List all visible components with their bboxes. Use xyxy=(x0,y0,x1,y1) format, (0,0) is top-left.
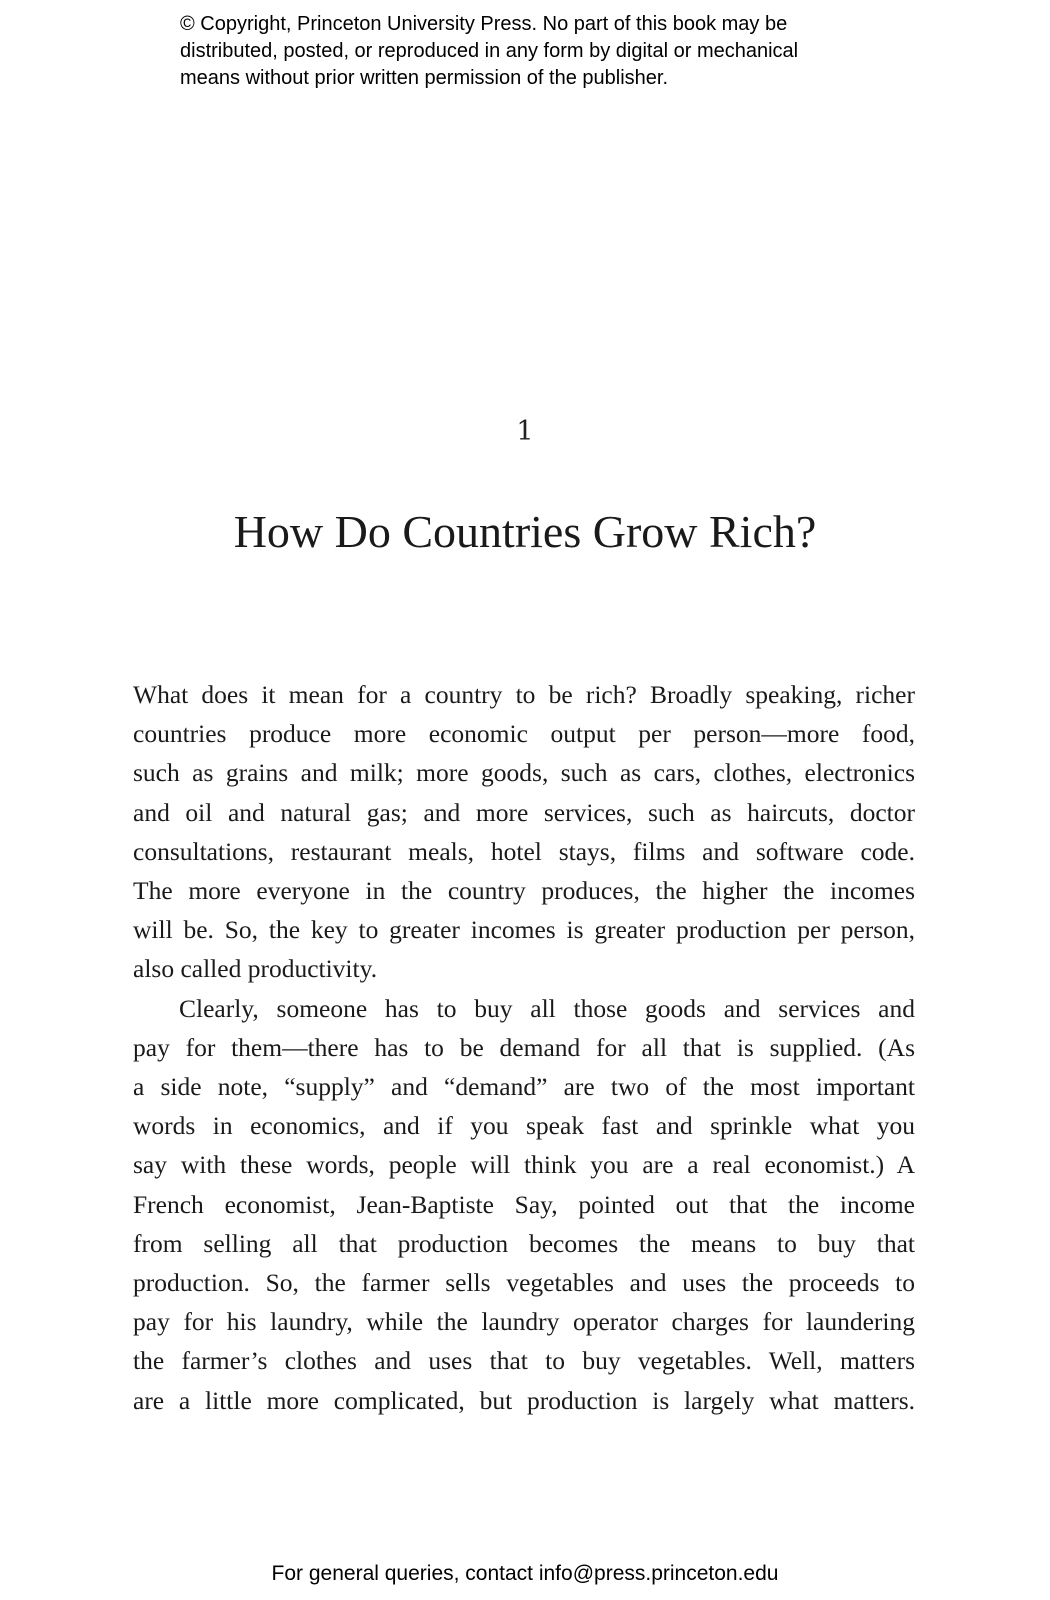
text-line: a side note, “supply” and “demand” are two of the most important xyxy=(133,1072,915,1102)
text-line: such as grains and milk; more goods, such as cars, clothes, electronics xyxy=(133,758,915,788)
text-line: consultations, restaurant meals, hotel stays, films and software code. xyxy=(133,836,915,866)
text-line: and oil and natural gas; and more services, such as haircuts, doctor xyxy=(133,797,915,827)
text-line: the farmer’s clothes and uses that to buy vegetables. Well, matters xyxy=(133,1346,915,1376)
chapter-title: How Do Countries Grow Rich? xyxy=(233,506,817,557)
text-line: will be. So, the key to greater incomes is greater production per person, xyxy=(133,915,915,945)
text-line: are a little more complicated, but production is largely what matters. xyxy=(133,1385,915,1415)
copyright-line: © Copyright, Princeton University Press. No part of this book may be xyxy=(180,13,788,35)
text-line: words in economics, and if you speak fast and sprinkle what you xyxy=(133,1111,915,1141)
text-line: countries produce more economic output per person—more food, xyxy=(133,719,915,749)
text-line: What does it mean for a country to be rich? Broadly speaking, richer xyxy=(133,680,915,709)
paragraph-1 xyxy=(133,675,915,989)
paragraph-2 xyxy=(133,989,915,1420)
text-line: pay for his laundry, while the laundry operator charges for laundering xyxy=(133,1307,915,1337)
chapter-number: 1 xyxy=(516,416,534,447)
text-line: say with these words, people will think you are a real economist.) A xyxy=(133,1150,915,1180)
text-line: also called productivity. xyxy=(133,954,378,984)
text-line: pay for them—there has to be demand for all that is supplied. (As xyxy=(133,1032,915,1062)
text-line: from selling all that production becomes the means to buy that xyxy=(133,1228,915,1258)
text-line: production. So, the farmer sells vegetables and uses the proceeds to xyxy=(133,1268,915,1298)
copyright-line: distributed, posted, or reproduced in any form by digital or mechanical xyxy=(180,40,799,62)
footer-contact: For general queries, contact info@press.princeton.edu xyxy=(271,1562,779,1585)
text-line: The more everyone in the country produces, the higher the incomes xyxy=(133,876,915,906)
text-line: French economist, Jean-Baptiste Say, pointed out that the income xyxy=(133,1189,915,1219)
chapter-body xyxy=(133,675,915,1420)
copyright-notice xyxy=(180,11,900,92)
text-line: Clearly, someone has to buy all those goods and services and xyxy=(179,993,915,1023)
copyright-line: means without prior written permission of the publisher. xyxy=(180,67,669,89)
